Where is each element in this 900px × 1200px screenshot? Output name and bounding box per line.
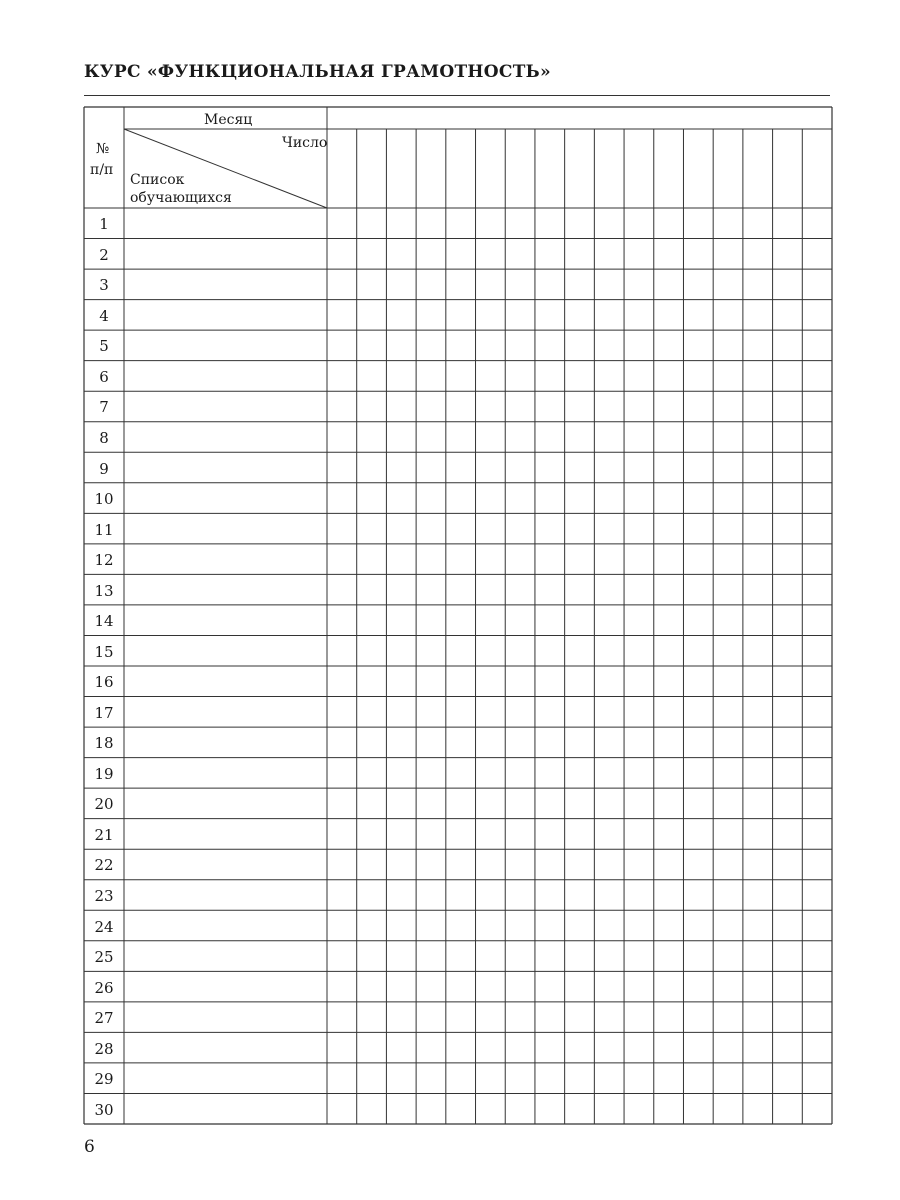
row-number: 6 (99, 367, 109, 386)
row-number: 4 (99, 306, 109, 325)
row-number: 16 (94, 673, 114, 692)
row-number: 5 (99, 337, 109, 356)
row-number: 11 (94, 520, 114, 539)
row-number: 2 (99, 245, 109, 264)
row-number: 3 (99, 276, 109, 295)
row-number: 29 (94, 1070, 114, 1089)
row-number: 21 (94, 825, 114, 844)
row-number: 20 (94, 795, 114, 814)
row-number: 19 (94, 764, 114, 783)
row-number: 10 (94, 490, 114, 509)
row-number: 23 (94, 887, 114, 905)
day-label: Число (282, 135, 328, 151)
row-number: 28 (94, 1039, 114, 1058)
num-label-line2: п/п (90, 162, 114, 178)
list-label-line1: Список (130, 172, 185, 188)
row-number: 22 (94, 856, 114, 875)
month-label: Месяц (204, 112, 253, 128)
row-number: 18 (94, 734, 114, 753)
row-number: 15 (94, 642, 114, 661)
row-number: 13 (94, 581, 114, 600)
row-number: 24 (94, 917, 114, 936)
row-number: 14 (94, 612, 114, 631)
num-label-line1: № (96, 141, 110, 157)
row-number: 26 (94, 978, 114, 997)
row-number: 25 (94, 948, 114, 967)
page-number: 6 (84, 1137, 95, 1157)
row-number: 17 (94, 703, 114, 722)
page-title: КУРС «ФУНКЦИОНАЛЬНАЯ ГРАМОТНОСТЬ» (84, 62, 551, 82)
row-number: 1 (99, 215, 109, 234)
row-number: 8 (99, 429, 109, 447)
row-number: 30 (94, 1100, 114, 1119)
row-number: 27 (94, 1009, 114, 1028)
list-label-line2: обучающихся (130, 190, 232, 206)
row-number: 7 (99, 398, 109, 417)
row-number: 12 (94, 551, 114, 570)
row-number: 9 (99, 459, 109, 478)
